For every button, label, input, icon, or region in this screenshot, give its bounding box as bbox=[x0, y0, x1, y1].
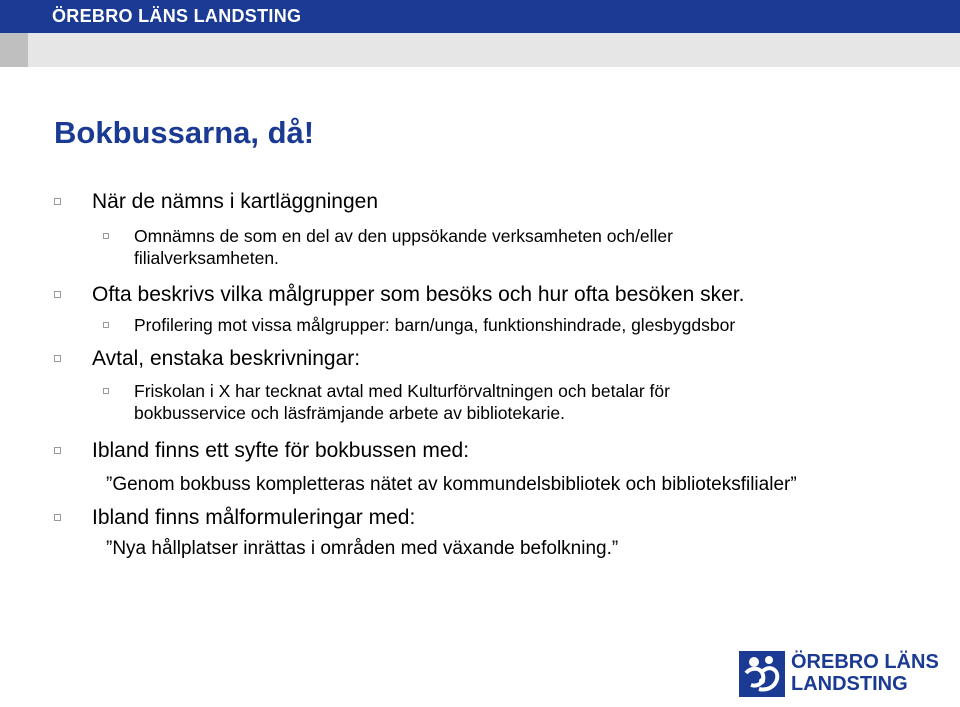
bullet-item: När de nämns i kartläggningen bbox=[92, 190, 379, 213]
quote-text: ”Nya hållplatser inrättas i områden med växande befolkning.” bbox=[106, 538, 619, 559]
bullet-marker-icon bbox=[54, 291, 61, 298]
landsting-logo-icon bbox=[739, 651, 785, 697]
bullet-marker-icon bbox=[54, 198, 61, 205]
bullet-marker-icon bbox=[54, 447, 61, 454]
sub-bullet-item-continued: filialverksamheten. bbox=[134, 248, 279, 268]
sub-bullet-marker-icon bbox=[103, 388, 109, 394]
bullet-item: Avtal, enstaka beskrivningar: bbox=[92, 347, 361, 370]
brand-name: ÖREBRO LÄNS LANDSTING bbox=[52, 6, 302, 26]
sub-bullet-item-continued: bokbusservice och läsfrämjande arbete av bibliotekarie. bbox=[134, 403, 565, 423]
footer-logo bbox=[739, 651, 949, 699]
logo-wordmark bbox=[791, 651, 939, 695]
sub-bullet-marker-icon bbox=[103, 233, 109, 239]
sub-bullet-item: Omnämns de som en del av den uppsökande verksamheten och/eller bbox=[134, 226, 673, 246]
quote-text: ”Genom bokbuss kompletteras nätet av kommundelsbibliotek och biblioteksfilialer” bbox=[106, 474, 797, 495]
logo-line-1: ÖREBRO LÄNS bbox=[791, 651, 939, 673]
bullet-marker-icon bbox=[54, 355, 61, 362]
bullet-item: Ibland finns målformuleringar med: bbox=[92, 506, 416, 529]
bullet-item: Ofta beskrivs vilka målgrupper som besöks och hur ofta besöken sker. bbox=[92, 283, 745, 306]
header-bar bbox=[0, 0, 960, 33]
bullet-marker-icon bbox=[54, 514, 61, 521]
sub-bullet-item: Profilering mot vissa målgrupper: barn/unga, funktionshindrade, glesbygdsbor bbox=[134, 315, 736, 335]
bullet-item: Ibland finns ett syfte för bokbussen med: bbox=[92, 439, 470, 462]
header-grey-block bbox=[0, 33, 28, 67]
sub-bullet-item: Friskolan i X har tecknat avtal med Kulturförvaltningen och betalar för bbox=[134, 381, 670, 401]
sub-bullet-marker-icon bbox=[103, 322, 109, 328]
logo-line-2: LANDSTING bbox=[791, 673, 908, 695]
slide-title: Bokbussarna, då! bbox=[54, 115, 315, 150]
header-grey-band bbox=[0, 33, 960, 67]
